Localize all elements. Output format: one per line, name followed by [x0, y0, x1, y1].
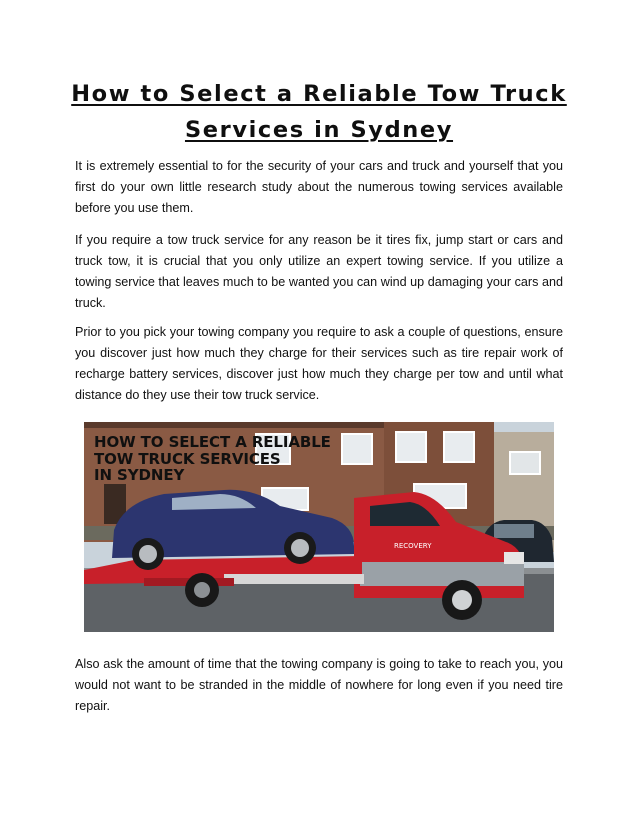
paragraph-1: It is extremely essential to for the security of your cars and truck and yourself that you first do your own little research study about the numerous towing services available before you use them. — [75, 159, 563, 215]
tow-truck-photo — [84, 422, 554, 632]
paragraph-2: If you require a tow truck service for any reason be it tires fix, jump start or cars and truck tow, it is crucial that you only utilize an expert towing service. If you utilize a towing service that leaves much to be wanted you can wind up damaging your cars and truck. — [75, 233, 563, 310]
truck-text: RECOVERY — [394, 542, 432, 550]
paragraph-3: Prior to you pick your towing company you require to ask a couple of questions, ensure you discover just how much they charge for their services such as tire repair work of recharge battery services, discover just how much they charge per tow and until what distance do they use their tow truck service. — [75, 325, 563, 402]
photo-caption: HOW TO SELECT A RELIABLE TOW TRUCK SERVICES IN SYDNEY — [94, 433, 331, 484]
document-title: How to Select a Reliable Tow Truck Services in Sydney — [71, 81, 567, 143]
paragraph-4: Also ask the amount of time that the towing company is going to take to reach you, you would not want to be stranded in the middle of nowhere for long even if you need tire repair. — [75, 657, 563, 713]
